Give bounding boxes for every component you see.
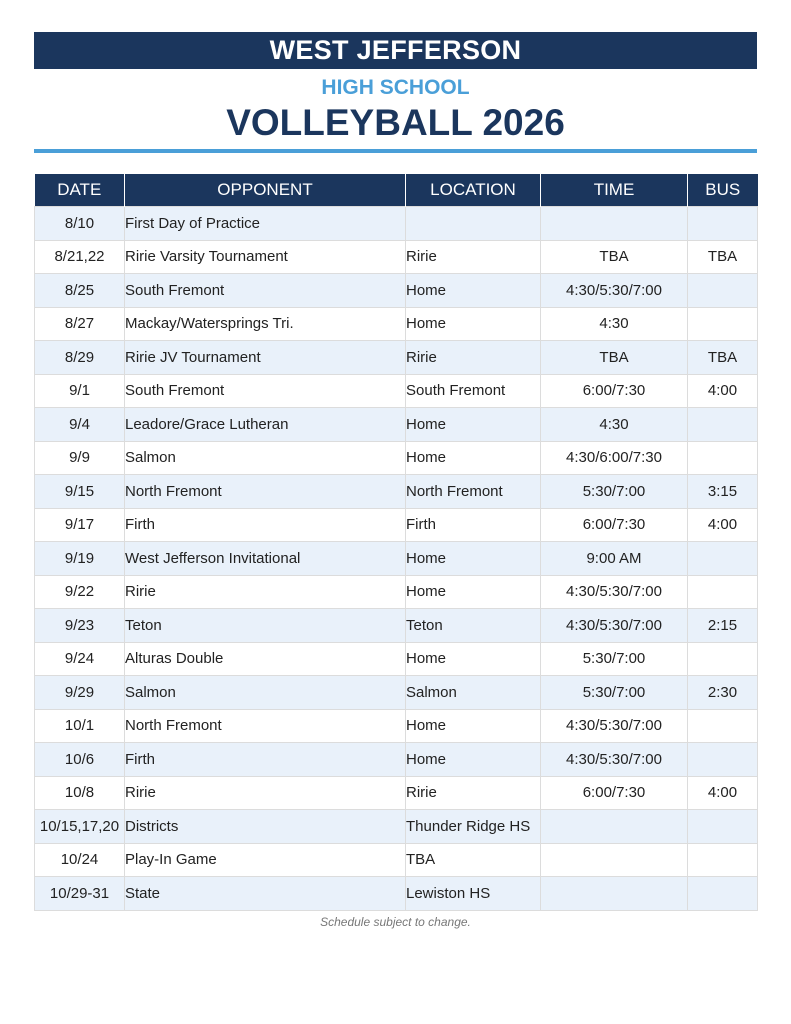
- location-cell: Ririe: [406, 240, 541, 274]
- column-header-opponent: OPPONENT: [125, 174, 406, 207]
- table-row: [35, 709, 758, 743]
- table-row: [35, 743, 758, 777]
- opponent-cell: Leadore/Grace Lutheran: [125, 408, 406, 442]
- date-cell: 8/29: [35, 341, 125, 375]
- bus-cell: [688, 743, 758, 777]
- opponent-cell: Firth: [125, 508, 406, 542]
- opponent-cell: Ririe JV Tournament: [125, 341, 406, 375]
- school-subtitle: HIGH SCHOOL: [321, 76, 470, 99]
- location-cell: Home: [406, 642, 541, 676]
- date-cell: 9/23: [35, 609, 125, 643]
- date-cell: 9/1: [35, 374, 125, 408]
- location-cell: Firth: [406, 508, 541, 542]
- bus-cell: [688, 709, 758, 743]
- opponent-cell: Mackay/Watersprings Tri.: [125, 307, 406, 341]
- bus-cell: 2:30: [688, 676, 758, 710]
- time-cell: 9:00 AM: [541, 542, 688, 576]
- table-row: [35, 575, 758, 609]
- column-header-time: TIME: [541, 174, 688, 207]
- location-cell: North Fremont: [406, 475, 541, 509]
- opponent-cell: Ririe: [125, 575, 406, 609]
- date-cell: 9/15: [35, 475, 125, 509]
- time-cell: [541, 843, 688, 877]
- bus-cell: 4:00: [688, 374, 758, 408]
- date-cell: 10/15,17,20: [35, 810, 125, 844]
- location-cell: Thunder Ridge HS: [406, 810, 541, 844]
- bus-cell: [688, 575, 758, 609]
- table-row: [35, 877, 758, 911]
- date-cell: 10/24: [35, 843, 125, 877]
- time-cell: 4:30/5:30/7:00: [541, 274, 688, 308]
- bus-cell: 4:00: [688, 508, 758, 542]
- location-cell: Ririe: [406, 776, 541, 810]
- date-cell: 9/24: [35, 642, 125, 676]
- location-cell: TBA: [406, 843, 541, 877]
- bus-cell: TBA: [688, 240, 758, 274]
- opponent-cell: State: [125, 877, 406, 911]
- table-row: [35, 307, 758, 341]
- table-row: [35, 408, 758, 442]
- time-cell: 4:30/6:00/7:30: [541, 441, 688, 475]
- table-row: [35, 475, 758, 509]
- bus-cell: [688, 843, 758, 877]
- time-cell: 5:30/7:00: [541, 475, 688, 509]
- location-cell: Lewiston HS: [406, 877, 541, 911]
- time-cell: 6:00/7:30: [541, 508, 688, 542]
- opponent-cell: Salmon: [125, 441, 406, 475]
- school-name-banner: WEST JEFFERSON: [34, 32, 757, 69]
- time-cell: [541, 877, 688, 911]
- bus-cell: [688, 307, 758, 341]
- location-cell: Home: [406, 408, 541, 442]
- time-cell: 5:30/7:00: [541, 642, 688, 676]
- location-cell: Home: [406, 542, 541, 576]
- opponent-cell: Teton: [125, 609, 406, 643]
- table-row: [35, 542, 758, 576]
- bus-cell: [688, 207, 758, 241]
- date-cell: 10/1: [35, 709, 125, 743]
- date-cell: 8/25: [35, 274, 125, 308]
- bus-cell: 2:15: [688, 609, 758, 643]
- column-header-bus: BUS: [688, 174, 758, 207]
- date-cell: 10/8: [35, 776, 125, 810]
- time-cell: 4:30/5:30/7:00: [541, 609, 688, 643]
- table-row: [35, 374, 758, 408]
- date-cell: 9/4: [35, 408, 125, 442]
- date-cell: 9/19: [35, 542, 125, 576]
- opponent-cell: North Fremont: [125, 709, 406, 743]
- table-row: [35, 642, 758, 676]
- time-cell: 5:30/7:00: [541, 676, 688, 710]
- table-row: [35, 676, 758, 710]
- location-cell: Salmon: [406, 676, 541, 710]
- location-cell: [406, 207, 541, 241]
- column-header-date: DATE: [35, 174, 125, 207]
- opponent-cell: Ririe Varsity Tournament: [125, 240, 406, 274]
- table-row: [35, 776, 758, 810]
- bus-cell: [688, 642, 758, 676]
- opponent-cell: South Fremont: [125, 274, 406, 308]
- location-cell: Home: [406, 441, 541, 475]
- opponent-cell: Play-In Game: [125, 843, 406, 877]
- table-header-row: [35, 174, 758, 207]
- time-cell: [541, 207, 688, 241]
- time-cell: 4:30: [541, 408, 688, 442]
- date-cell: 10/6: [35, 743, 125, 777]
- title-divider: [34, 149, 757, 153]
- date-cell: 8/10: [35, 207, 125, 241]
- date-cell: 9/29: [35, 676, 125, 710]
- opponent-cell: Districts: [125, 810, 406, 844]
- opponent-cell: North Fremont: [125, 475, 406, 509]
- opponent-cell: Ririe: [125, 776, 406, 810]
- bus-cell: TBA: [688, 341, 758, 375]
- time-cell: 6:00/7:30: [541, 374, 688, 408]
- time-cell: 4:30/5:30/7:00: [541, 743, 688, 777]
- opponent-cell: First Day of Practice: [125, 207, 406, 241]
- table-row: [35, 810, 758, 844]
- bus-cell: [688, 877, 758, 911]
- bus-cell: 4:00: [688, 776, 758, 810]
- table-row: [35, 341, 758, 375]
- location-cell: Teton: [406, 609, 541, 643]
- table-row: [35, 240, 758, 274]
- location-cell: Home: [406, 709, 541, 743]
- schedule-body: [35, 207, 758, 911]
- location-cell: Ririe: [406, 341, 541, 375]
- location-cell: Home: [406, 307, 541, 341]
- location-cell: South Fremont: [406, 374, 541, 408]
- bus-cell: [688, 542, 758, 576]
- bus-cell: [688, 408, 758, 442]
- location-cell: Home: [406, 575, 541, 609]
- bus-cell: [688, 810, 758, 844]
- opponent-cell: West Jefferson Invitational: [125, 542, 406, 576]
- date-cell: 10/29-31: [35, 877, 125, 911]
- time-cell: 4:30/5:30/7:00: [541, 575, 688, 609]
- time-cell: TBA: [541, 341, 688, 375]
- schedule-table: [34, 174, 758, 911]
- opponent-cell: Salmon: [125, 676, 406, 710]
- table-row: [35, 441, 758, 475]
- bus-cell: [688, 441, 758, 475]
- time-cell: 6:00/7:30: [541, 776, 688, 810]
- date-cell: 8/27: [35, 307, 125, 341]
- time-cell: 4:30: [541, 307, 688, 341]
- date-cell: 9/22: [35, 575, 125, 609]
- table-row: [35, 843, 758, 877]
- date-cell: 9/17: [35, 508, 125, 542]
- bus-cell: [688, 274, 758, 308]
- date-cell: 9/9: [35, 441, 125, 475]
- location-cell: Home: [406, 743, 541, 777]
- time-cell: [541, 810, 688, 844]
- footnote: Schedule subject to change.: [320, 915, 471, 929]
- opponent-cell: South Fremont: [125, 374, 406, 408]
- table-row: [35, 274, 758, 308]
- opponent-cell: Firth: [125, 743, 406, 777]
- bus-cell: 3:15: [688, 475, 758, 509]
- location-cell: Home: [406, 274, 541, 308]
- table-row: [35, 508, 758, 542]
- table-row: [35, 207, 758, 241]
- time-cell: 4:30/5:30/7:00: [541, 709, 688, 743]
- opponent-cell: Alturas Double: [125, 642, 406, 676]
- date-cell: 8/21,22: [35, 240, 125, 274]
- schedule-title: VOLLEYBALL 2026: [226, 102, 565, 143]
- column-header-location: LOCATION: [406, 174, 541, 207]
- table-row: [35, 609, 758, 643]
- time-cell: TBA: [541, 240, 688, 274]
